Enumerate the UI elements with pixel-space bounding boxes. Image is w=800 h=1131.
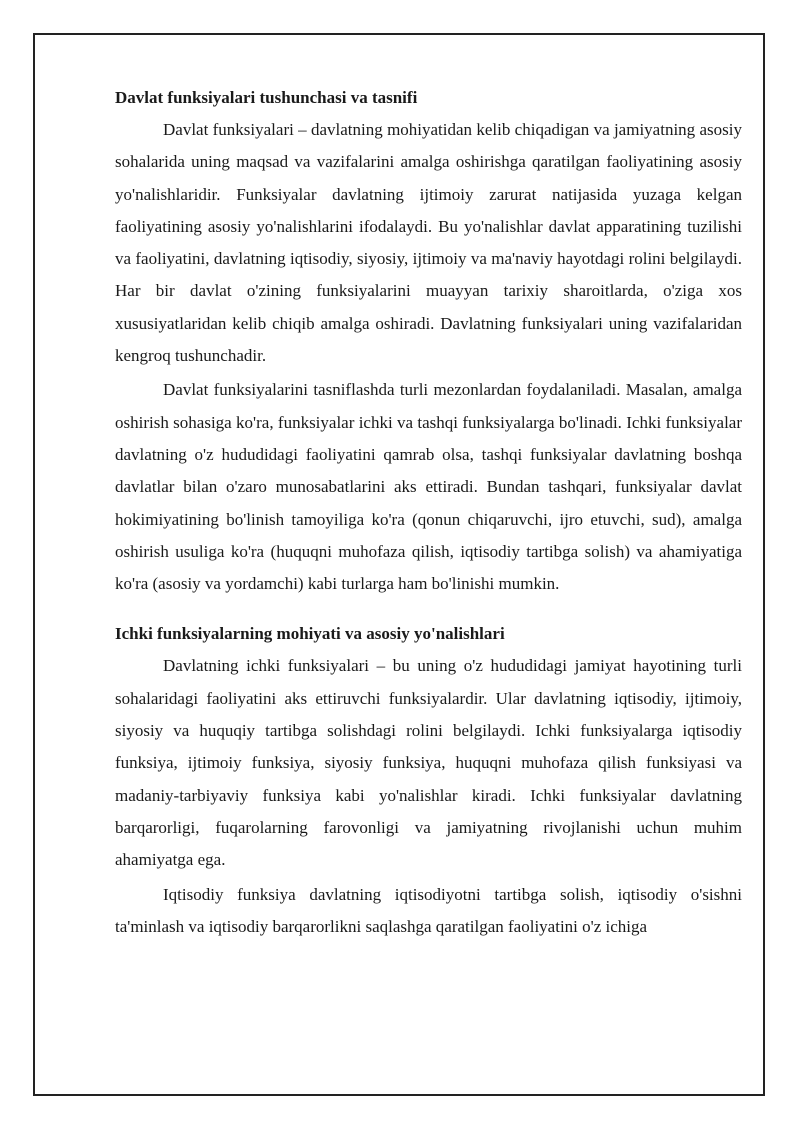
document-body xyxy=(115,82,742,943)
section-heading-internal-functions: Ichki funksiyalarning mohiyati va asosiy yo'nalishlari xyxy=(115,624,505,644)
paragraph-internal-functions: Davlatning ichki funksiyalari – bu uning o'z hududidagi jamiyat hayotining turli sohalaridagi faoliyatini aks ettiruvchi funksiyalardir. Ular davlatning iqtisodiy, ijtimoiy, siyosiy va huquqiy tartibga solishdagi rolini belgilaydi. Ichki funksiyalarga iqtisodiy funksiya, ijtimoiy funksiya, siyosiy funksiya, huquqni muhofaza qilish funksiyasi va madaniy-tarbiyaviy funksiya kabi yo'nalishlar kiradi. Ichki funksiyalar davlatning barqarorligi, fuqarolarning farovonligi va jamiyatning rivojlanishi uchun muhim ahamiyatga ega. xyxy=(115,656,742,870)
paragraph-classification: Davlat funksiyalarini tasniflashda turli mezonlardan foydalaniladi. Masalan, amalga oshirish sohasiga ko'ra, funksiyalar ichki va tashqi funksiyalarga bo'linadi. Ichki funksiyalar davlatning o'z hududidagi faoliyatini qamrab olsa, tashqi funksiyalar davlatning boshqa davlatlar bilan o'zaro munosabatlarini aks ettiradi. Bundan tashqari, funksiyalar davlat hokimiyatining bo'linish tamoyiliga ko'ra (qonun chiqaruvchi, ijro etuvchi, sud), amalga oshirish usuliga ko'ra (huquqni muhofaza qilish, iqtisodiy tartibga solish) va ahamiyatiga ko'ra (asosiy va yordamchi) kabi turlarga ham bo'linishi mumkin. xyxy=(115,380,742,594)
paragraph-definition: Davlat funksiyalari – davlatning mohiyatidan kelib chiqadigan va jamiyatning asosiy sohalarida uning maqsad va vazifalarini amalga oshirishga qaratilgan faoliyatining asosiy yo'nalishlaridir. Funksiyalar davlatning ijtimoiy zarurat natijasida yuzaga kelgan faoliyatining asosiy yo'nalishlarini ifodalaydi. Bu yo'nalishlar davlat apparatining tuzilishi va faoliyatini, davlatning iqtisodiy, siyosiy, ijtimoiy va ma'naviy hayotdagi rolini belgilaydi. Har bir davlat o'zining funksiyalarini muayyan tarixiy sharoitlarda, o'ziga xos xususiyatlaridan kelib chiqib amalga oshiradi. Davlatning funksiyalari uning vazifalaridan kengroq tushunchadir. xyxy=(115,120,742,366)
paragraph-economic-function: Iqtisodiy funksiya davlatning iqtisodiyotni tartibga solish, iqtisodiy o'sishni ta'minlash va iqtisodiy barqarorlikni saqlashga qaratilgan faoliyatini o'z ichiga xyxy=(115,884,742,936)
section-heading-functions-concept: Davlat funksiyalari tushunchasi va tasnifi xyxy=(115,88,418,107)
